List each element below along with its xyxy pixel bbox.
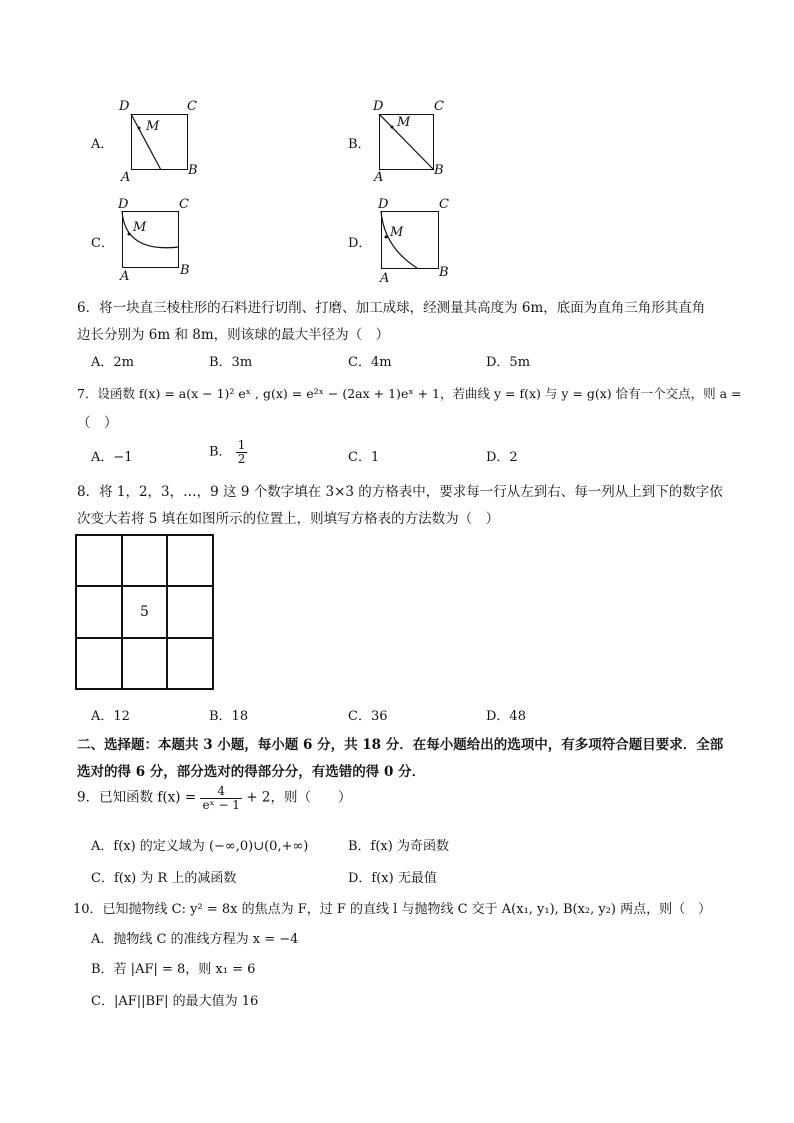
point-m: M <box>133 220 147 235</box>
corner-c: C <box>179 197 189 212</box>
corner-a: A <box>120 269 130 284</box>
corner-d: D <box>373 99 384 114</box>
corner-d: D <box>378 197 389 212</box>
grid-cell <box>167 586 213 637</box>
fraction-denominator: 2 <box>237 451 246 466</box>
grid-3x3 <box>75 534 214 690</box>
q6-option-b: B．3m <box>209 355 253 370</box>
q6-option-c: C．4m <box>348 355 392 370</box>
grid-cell <box>76 586 122 637</box>
q9-option-c: C．f(x) 为 R 上的减函数 <box>91 871 237 886</box>
q9-option-a: A．f(x) 的定义域为 (−∞,0)∪(0,+∞) <box>91 839 309 854</box>
grid-cell <box>76 638 122 689</box>
q7-option-b <box>209 439 247 465</box>
figure-d-label: D． <box>348 236 372 251</box>
q9-suffix: + 2，则（ ） <box>246 789 352 806</box>
q10-option-c: C．|AF||BF| 的最大值为 16 <box>91 994 259 1009</box>
q8-line1: 8．将 1，2，3，…，9 这 9 个数字填在 3×3 的方格表中，要求每一行从左到右、每一列从上到下的数字依 <box>77 484 723 500</box>
fraction-numerator: 1 <box>237 438 246 452</box>
q7-option-c: C．1 <box>348 450 380 465</box>
fraction-denominator: eˣ − 1 <box>202 797 240 812</box>
corner-b: B <box>180 263 190 278</box>
q6-line1: 6．将一块直三棱柱形的石料进行切削、打磨、加工成球，经测量其高度为 6m，底面为直角三角形其直角 <box>77 300 706 316</box>
q7-option-a: A．−1 <box>91 450 133 465</box>
grid-cell-center: 5 <box>122 586 168 637</box>
figure-c-label: C． <box>91 236 114 251</box>
segment-dm <box>125 108 195 178</box>
q10-option-a: A．抛物线 C 的准线方程为 x = −4 <box>91 932 299 947</box>
q9-option-b: B．f(x) 为奇函数 <box>348 839 449 854</box>
corner-d: D <box>119 99 130 114</box>
q10-line1: 10．已知抛物线 C: y² = 8x 的焦点为 F，过 F 的直线 l 与抛物线 C 交于 A(x₁, y₁), B(x₂, y₂) 两点，则（ ） <box>73 902 712 917</box>
q7-option-d: D．2 <box>486 450 518 465</box>
point-m: M <box>390 225 404 240</box>
grid-cell <box>167 535 213 586</box>
section2-line2: 选对的得 6 分，部分选对的得部分分，有选错的得 0 分． <box>77 764 426 780</box>
corner-d: D <box>118 197 129 212</box>
point-m: M <box>397 115 411 130</box>
corner-a: A <box>374 170 384 185</box>
q7-line1: 7．设函数 f(x) = a(x − 1)² eˣ , g(x) = e²ˣ − (2ax + 1)eˣ + 1，若曲线 y = f(x) 与 y = g(x) 恰有一个交点，则 a = <box>77 386 742 401</box>
figure-b-label: B． <box>348 137 371 152</box>
q7-option-b-label: B． <box>209 444 232 460</box>
grid-cell <box>167 638 213 689</box>
corner-b: B <box>434 163 444 178</box>
q8-option-d: D．48 <box>486 709 526 724</box>
grid-cell <box>122 535 168 586</box>
curve-dm <box>375 205 445 275</box>
q8-option-b: B．18 <box>209 709 249 724</box>
grid-cell <box>122 638 168 689</box>
q8-option-c: C．36 <box>348 709 388 724</box>
corner-b: B <box>188 163 198 178</box>
corner-a: A <box>380 271 390 286</box>
q9-fraction <box>200 785 242 811</box>
q7-option-b-fraction <box>236 439 248 465</box>
q9-prefix: 9．已知函数 f(x) = <box>77 789 197 806</box>
curve-dm <box>116 205 186 275</box>
point-m: M <box>146 119 160 134</box>
q10-option-b: B．若 |AF| = 8，则 x₁ = 6 <box>91 962 256 977</box>
corner-a: A <box>121 170 131 185</box>
grid-cell <box>76 535 122 586</box>
q7-line2: （ ） <box>77 415 118 431</box>
q9-option-d: D．f(x) 无最值 <box>348 871 437 886</box>
q8-option-a: A．12 <box>91 709 130 724</box>
section2-line1: 二、选择题：本题共 3 小题，每小题 6 分，共 18 分．在每小题给出的选项中，有多项符合题目要求．全部 <box>77 737 724 753</box>
q6-line2: 边长分别为 6m 和 8m，则该球的最大半径为（ ） <box>77 327 390 343</box>
q8-line2: 次变大若将 5 填在如图所示的位置上，则填写方格表的方法数为（ ） <box>77 511 500 527</box>
q6-option-a: A．2m <box>91 355 134 370</box>
corner-c: C <box>187 99 197 114</box>
corner-c: C <box>439 197 449 212</box>
corner-c: C <box>434 99 444 114</box>
q6-option-d: D．5m <box>486 355 531 370</box>
fraction-numerator: 4 <box>200 785 242 799</box>
q9-stem <box>77 785 351 811</box>
figure-a-label: A． <box>91 137 114 152</box>
corner-b: B <box>439 265 449 280</box>
